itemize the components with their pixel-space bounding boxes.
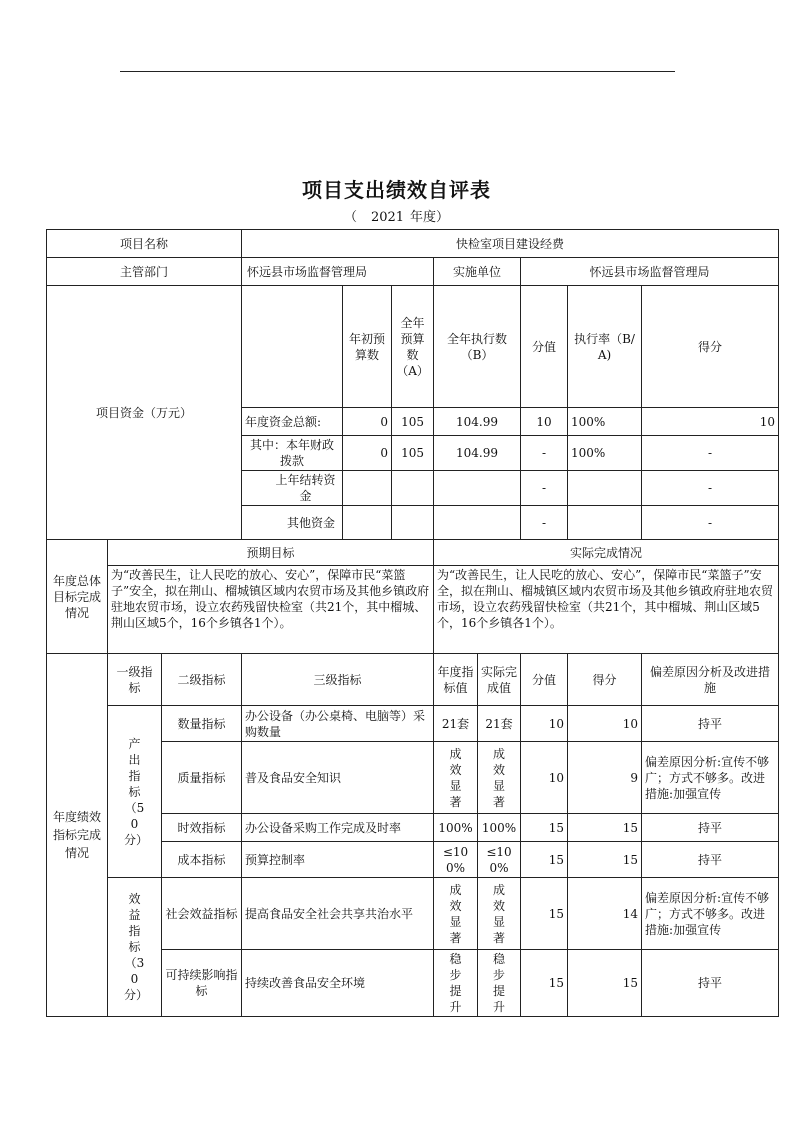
ind-level2: 可持续影响指标 <box>162 950 242 1017</box>
expected-label: 预期目标 <box>108 540 434 566</box>
ind-score-value: 10 <box>521 742 568 814</box>
project-name-value: 快检室项目建设经费 <box>242 230 779 258</box>
ind-score-value: 15 <box>521 878 568 950</box>
ind-actual: 成效显著 <box>478 878 521 950</box>
ind-target: 100% <box>434 814 478 842</box>
dept-label: 主管部门 <box>47 258 242 286</box>
hdr-level3: 三级指标 <box>242 654 434 706</box>
fund-initial: 0 <box>343 408 392 436</box>
hdr-score: 得分 <box>568 654 642 706</box>
fund-score-value: 10 <box>521 408 568 436</box>
evaluation-table <box>46 229 779 1017</box>
fund-executed <box>434 471 521 506</box>
ind-level3: 持续改善食品安全环境 <box>242 950 434 1017</box>
fund-score: - <box>642 436 779 471</box>
ind-target: ≤100% <box>434 842 478 878</box>
project-name-label: 项目名称 <box>47 230 242 258</box>
fund-annual <box>392 471 434 506</box>
subtitle-year: 2021 <box>370 210 405 225</box>
ind-actual: 成效显著 <box>478 742 521 814</box>
ind-analysis: 偏差原因分析:宣传不够广；方式不够多。改进措施:加强宣传 <box>642 742 779 814</box>
fund-label: 其他资金 <box>242 506 343 540</box>
subtitle-year-unit: 年度） <box>410 210 450 225</box>
fund-label: 上年结转资金 <box>242 471 343 506</box>
ind-analysis: 持平 <box>642 814 779 842</box>
fund-score-value: - <box>521 506 568 540</box>
ind-analysis: 持平 <box>642 950 779 1017</box>
goals-label: 年度总体目标完成情况 <box>47 540 108 654</box>
ind-target: 成效显著 <box>434 742 478 814</box>
hdr-actual: 实际完成值 <box>478 654 521 706</box>
hdr-level1: 一级指标 <box>108 654 162 706</box>
hdr-analysis: 偏差原因分析及改进措施 <box>642 654 779 706</box>
ind-analysis: 持平 <box>642 842 779 878</box>
ind-score: 15 <box>568 814 642 842</box>
ind-score: 15 <box>568 950 642 1017</box>
ind-analysis: 偏差原因分析:宣传不够广；方式不够多。改进措施:加强宣传 <box>642 878 779 950</box>
indicators-label: 年度绩效指标完成情况 <box>47 654 108 1017</box>
fund-rate: 100% <box>568 408 642 436</box>
ind-score: 9 <box>568 742 642 814</box>
hdr-initial-budget: 年初预算数 <box>343 286 392 408</box>
goals-header-row <box>47 540 779 566</box>
ind-actual: ≤100% <box>478 842 521 878</box>
hdr-score-value: 分值 <box>521 654 568 706</box>
project-name-row <box>47 230 779 258</box>
hdr-exec-rate: 执行率（B/A) <box>568 286 642 408</box>
ind-target: 21套 <box>434 706 478 742</box>
fund-initial <box>343 506 392 540</box>
ind-level2: 社会效益指标 <box>162 878 242 950</box>
ind-level2: 质量指标 <box>162 742 242 814</box>
indicator-row <box>47 878 779 950</box>
fund-executed: 104.99 <box>434 408 521 436</box>
fund-rate <box>568 506 642 540</box>
ind-score: 15 <box>568 842 642 878</box>
impl-value: 怀远县市场监督管理局 <box>521 258 779 286</box>
hdr-score: 得分 <box>642 286 779 408</box>
fund-score-value: - <box>521 471 568 506</box>
ind-level2: 数量指标 <box>162 706 242 742</box>
goals-content-row <box>47 566 779 654</box>
fund-rate: 100% <box>568 436 642 471</box>
fund-label: 其中：本年财政拨款 <box>242 436 343 471</box>
actual-goal: 为“改善民生，让人民吃的放心、安心”，保障市民“菜篮子”安全，拟在荆山、榴城镇区域内农贸市场及其他乡镇政府驻地农贸市场，设立农药残留快检室（共21个，其中榴城、荆山区域5个，16个乡镇各1个）。 <box>434 566 779 654</box>
ind-level3: 提高食品安全社会共享共治水平 <box>242 878 434 950</box>
expected-goal: 为“改善民生，让人民吃的放心、安心”，保障市民“菜篮子”安全，拟在荆山、榴城镇区域内农贸市场及其他乡镇政府驻地农贸市场，设立农药残留快检室（共21个，其中榴城、荆山区域5个，16个乡镇各1个）。 <box>108 566 434 654</box>
impl-label: 实施单位 <box>434 258 521 286</box>
actual-label: 实际完成情况 <box>434 540 779 566</box>
funds-header-blank <box>242 286 343 408</box>
ind-score-value: 15 <box>521 814 568 842</box>
fund-annual: 105 <box>392 436 434 471</box>
page-subtitle <box>0 206 793 225</box>
funds-label: 项目资金（万元） <box>47 286 242 540</box>
indicator-header-row <box>47 654 779 706</box>
ind-level3: 办公设备采购工作完成及时率 <box>242 814 434 842</box>
indicator-row <box>47 706 779 742</box>
ind-target: 稳步提升 <box>434 950 478 1017</box>
ind-actual: 100% <box>478 814 521 842</box>
fund-score-value: - <box>521 436 568 471</box>
page-title: 项目支出绩效自评表 <box>302 178 491 202</box>
fund-annual: 105 <box>392 408 434 436</box>
effect-label: 效益指标（30分） <box>108 878 162 1017</box>
fund-rate <box>568 471 642 506</box>
hdr-score-value: 分值 <box>521 286 568 408</box>
hdr-annual-budget: 全年预算数（A） <box>392 286 434 408</box>
fund-score: - <box>642 471 779 506</box>
hdr-target: 年度指标值 <box>434 654 478 706</box>
hdr-executed: 全年执行数（B） <box>434 286 521 408</box>
fund-label: 年度资金总额: <box>242 408 343 436</box>
output-label: 产出指标（50分） <box>108 706 162 878</box>
header-rule <box>120 71 675 72</box>
ind-score: 10 <box>568 706 642 742</box>
funds-header-row <box>47 286 779 408</box>
ind-target: 成效显著 <box>434 878 478 950</box>
ind-actual: 21套 <box>478 706 521 742</box>
ind-score-value: 15 <box>521 950 568 1017</box>
ind-level3: 办公设备（办公桌椅、电脑等）采购数量 <box>242 706 434 742</box>
ind-level2: 时效指标 <box>162 814 242 842</box>
ind-score: 14 <box>568 878 642 950</box>
fund-score: 10 <box>642 408 779 436</box>
department-row <box>47 258 779 286</box>
hdr-level2: 二级指标 <box>162 654 242 706</box>
fund-initial: 0 <box>343 436 392 471</box>
dept-value: 怀远县市场监督管理局 <box>242 258 434 286</box>
fund-annual <box>392 506 434 540</box>
fund-executed: 104.99 <box>434 436 521 471</box>
ind-score-value: 15 <box>521 842 568 878</box>
ind-analysis: 持平 <box>642 706 779 742</box>
ind-level3: 预算控制率 <box>242 842 434 878</box>
ind-actual: 稳步提升 <box>478 950 521 1017</box>
ind-level3: 普及食品安全知识 <box>242 742 434 814</box>
ind-score-value: 10 <box>521 706 568 742</box>
fund-score: - <box>642 506 779 540</box>
fund-executed <box>434 506 521 540</box>
subtitle-paren: （ <box>343 210 357 225</box>
ind-level2: 成本指标 <box>162 842 242 878</box>
fund-initial <box>343 471 392 506</box>
